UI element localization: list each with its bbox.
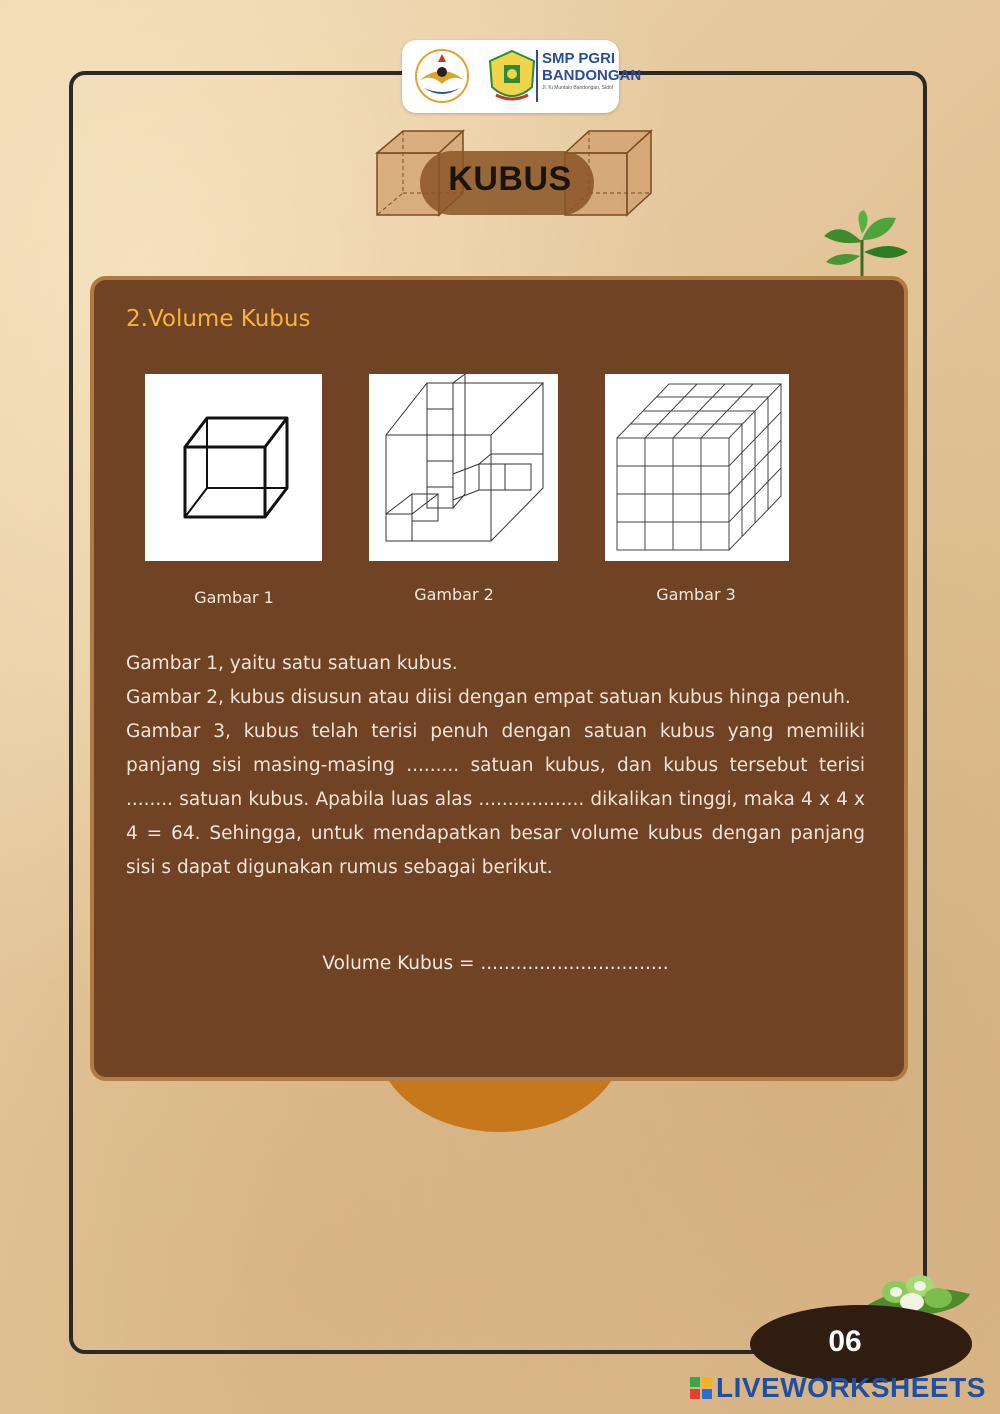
- pgri-emblem-icon: [482, 47, 542, 107]
- school-address: Jl. Ki Muntalo Bandongan, Sidol: [542, 85, 613, 91]
- figure-1-image: [145, 374, 322, 561]
- liveworksheets-brand: [690, 1372, 986, 1404]
- school-name-line2: BANDONGAN: [542, 67, 642, 84]
- figure-2-caption: Gambar 2: [414, 585, 494, 604]
- filled-cube-icon: [605, 374, 789, 561]
- page-number: 06: [828, 1325, 862, 1358]
- partial-cubes-icon: [369, 374, 558, 561]
- liveworksheets-logo-icon: [690, 1377, 712, 1399]
- figure-3-caption: Gambar 3: [656, 585, 736, 604]
- paragraph-2: Gambar 2, kubus disusun atau diisi dengan empat satuan kubus hinga penuh.: [126, 687, 851, 708]
- figure-1-caption: Gambar 1: [194, 588, 274, 607]
- paragraph-3: Gambar 3, kubus telah terisi penuh dengan satuan kubus yang memiliki panjang sisi masing-masing ......... satuan kubus, dan kubus tersebut terisi ........ satuan kubus. Apabila luas alas .................. dikalikan tinggi, maka 4 x 4 x 4 = 64. Sehingga, untuk mendapatkan besar volume kubus dengan panjang sisi s dapat digunakan rumus sebagai berikut.: [126, 721, 865, 878]
- figure-2-image: [369, 374, 558, 561]
- figure-3-image: [605, 374, 789, 561]
- logo-header: [402, 40, 642, 113]
- school-name-line1: SMP PGRI: [542, 50, 616, 67]
- section-heading: 2.Volume Kubus: [126, 306, 311, 332]
- volume-formula: Volume Kubus = ................................: [322, 953, 669, 974]
- plant-icon: [820, 210, 910, 280]
- single-cube-icon: [145, 374, 322, 561]
- paragraph-1: Gambar 1, yaitu satu satuan kubus.: [126, 653, 458, 674]
- liveworksheets-text: LIVEWORKSHEETS: [716, 1372, 986, 1403]
- body-text: [126, 647, 865, 885]
- page-title: KUBUS: [448, 160, 572, 198]
